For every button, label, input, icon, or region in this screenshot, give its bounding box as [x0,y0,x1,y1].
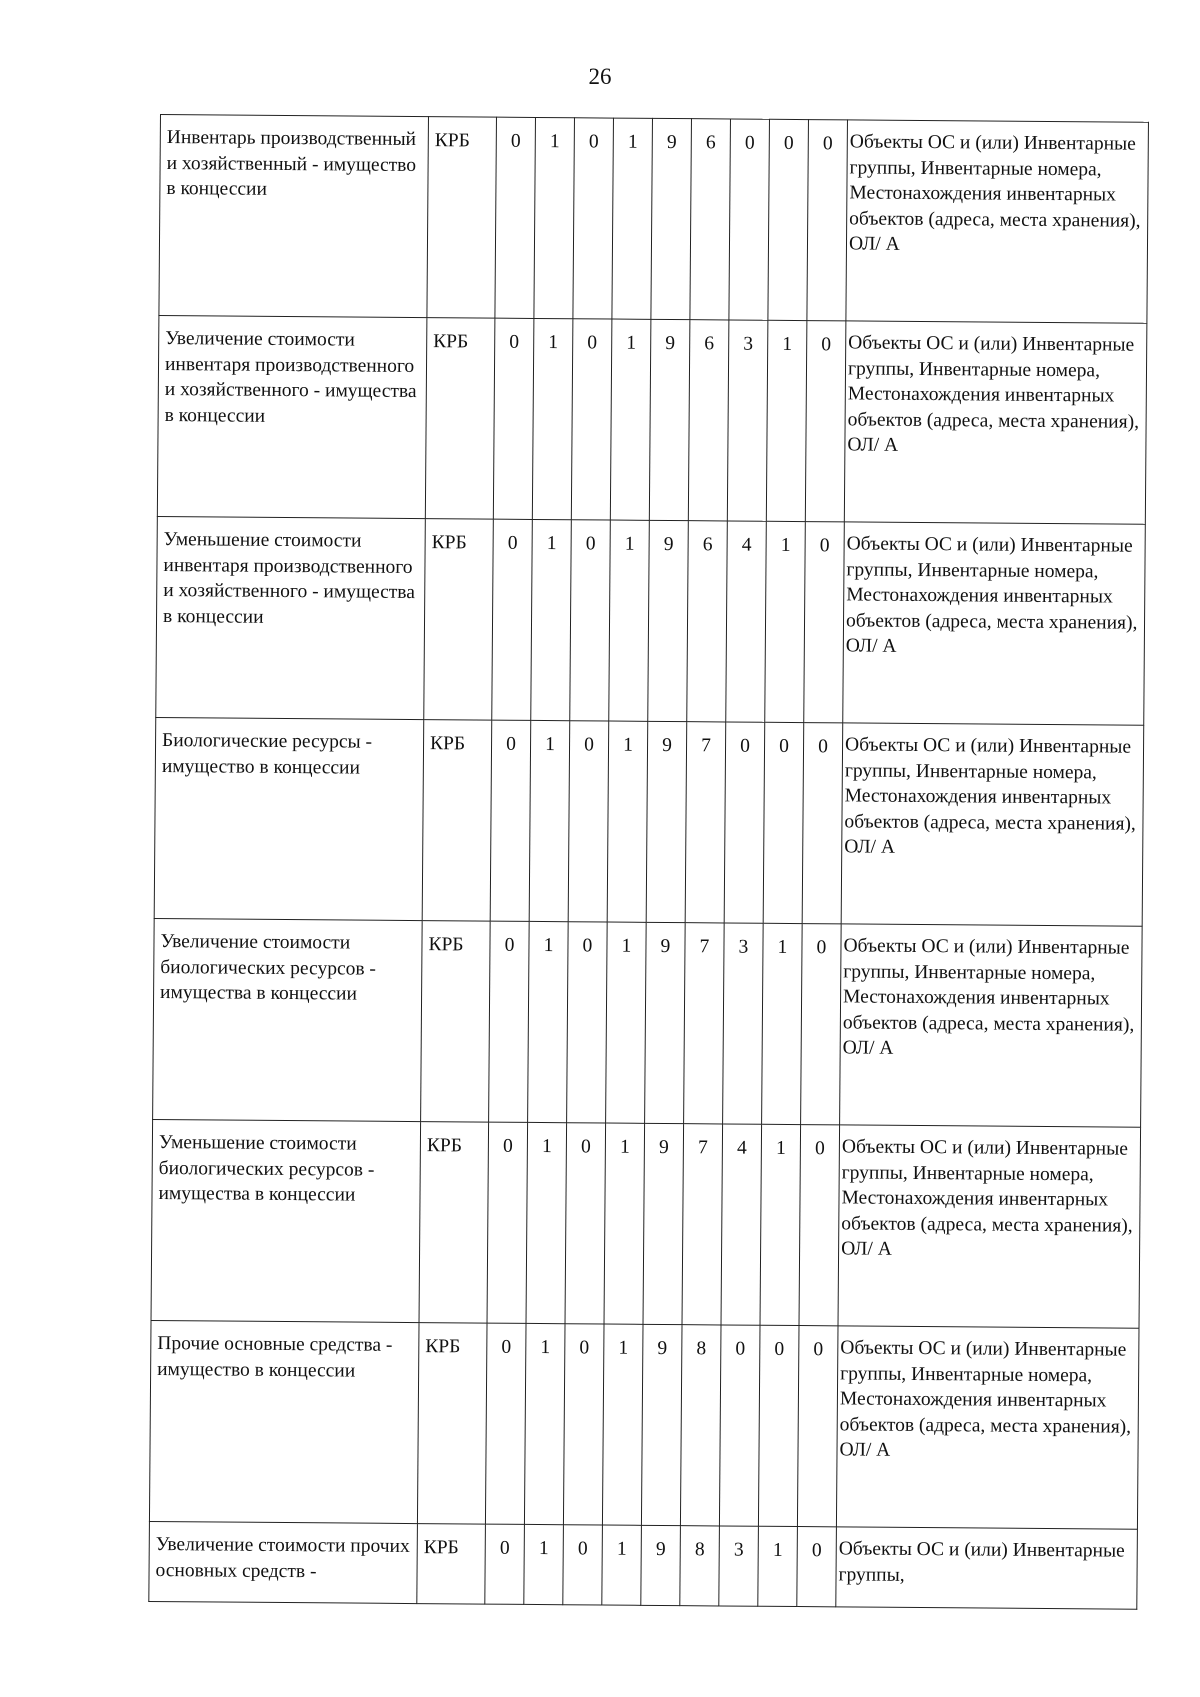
account-code-digit: 9 [646,721,687,922]
account-code-digit: 9 [645,922,686,1123]
accounts-table [148,114,1149,1610]
account-kind-cell: КРБ [417,1524,486,1605]
account-code-digit: 0 [573,118,614,319]
account-code-digit: 1 [524,1524,564,1604]
account-code-digit: 1 [529,720,570,921]
account-code-digit: 1 [532,318,573,519]
account-code-digit: 0 [492,519,533,720]
account-name-cell: Биологические ресурсы - имущество в концессии [154,717,424,920]
account-code-digit: 0 [724,722,765,923]
account-code-digit: 0 [563,1324,604,1525]
account-code-digit: 7 [685,722,726,923]
account-code-digit: 0 [565,1123,606,1324]
account-code-digit: 3 [727,320,768,521]
account-code-digit: 0 [485,1323,526,1524]
account-code-digit: 0 [768,119,809,320]
account-code-digit: 1 [528,921,569,1122]
account-code-digit: 1 [612,118,653,319]
account-code-digit: 0 [570,520,611,721]
account-code-digit: 0 [807,120,848,321]
account-code-digit: 4 [721,1124,762,1325]
account-code-digit: 0 [802,723,843,924]
account-code-digit: 0 [758,1325,799,1526]
account-code-digit: 0 [797,1527,837,1607]
account-code-digit: 0 [487,1122,528,1323]
account-code-digit: 9 [649,319,690,520]
account-code-digit: 1 [531,519,572,720]
account-code-digit: 0 [495,117,536,318]
account-code-digit: 1 [766,320,807,521]
account-code-digit: 0 [805,321,846,522]
analytics-description-cell: Объекты ОС и (или) Инвентарные группы, Инвентарные номера, Местонахождения инвентарных объектов (адреса, места хранения), ОЛ/ А [843,522,1146,725]
account-code-digit: 4 [726,521,767,722]
account-code-digit: 0 [763,722,804,923]
account-code-digit: 0 [799,1125,840,1326]
account-code-digit: 1 [526,1122,567,1323]
account-kind-cell: КРБ [417,1323,487,1525]
account-code-digit: 0 [485,1524,525,1604]
table-row [149,1521,1138,1609]
account-code-digit: 0 [801,924,842,1125]
account-code-digit: 9 [641,1324,682,1525]
account-kind-cell: КРБ [425,318,495,520]
account-code-digit: 9 [651,118,692,319]
account-code-digit: 0 [729,119,770,320]
analytics-description-cell: Объекты ОС и (или) Инвентарные группы, Инвентарные номера, Местонахождения инвентарных объектов (адреса, места хранения), ОЛ/ А [841,723,1144,926]
account-code-digit: 1 [602,1525,642,1605]
account-name-cell: Уменьшение стоимости инвентаря производственного и хозяйственного - имущества в концессии [156,516,426,719]
analytics-description-cell: Объекты ОС и (или) Инвентарные группы, [836,1527,1138,1609]
table-row [157,315,1147,524]
account-name-cell: Увеличение стоимости инвентаря производственного и хозяйственного - имущества в концессии [157,315,427,518]
account-code-digit: 6 [690,119,731,320]
account-name-cell: Увеличение стоимости биологических ресурсов - имущества в концессии [153,918,423,1121]
table-row [149,1320,1139,1529]
account-name-cell: Увеличение стоимости прочих основных средств - [149,1521,418,1603]
account-name-cell: Прочие основные средства - имущество в концессии [149,1320,419,1523]
page-number: 26 [588,64,612,89]
table-row [159,115,1149,324]
account-code-digit: 1 [604,1123,645,1324]
account-code-digit: 1 [607,721,648,922]
account-code-digit: 3 [723,923,764,1124]
analytics-description-cell: Объекты ОС и (или) Инвентарные группы, Инвентарные номера, Местонахождения инвентарных объектов (адреса, места хранения), ОЛ/ А [838,1125,1141,1328]
analytics-description-cell: Объекты ОС и (или) Инвентарные группы, Инвентарные номера, Местонахождения инвентарных объектов (адреса, места хранения), ОЛ/ А [836,1326,1139,1529]
account-code-digit: 9 [643,1123,684,1324]
account-name-cell: Инвентарь производственный и хозяйственный - имущество в концессии [159,115,429,318]
account-code-digit: 1 [524,1323,565,1524]
account-kind-cell: КРБ [422,720,492,922]
account-code-digit: 0 [797,1326,838,1527]
account-code-digit: 0 [567,922,608,1123]
account-code-digit: 0 [563,1525,603,1605]
account-code-digit: 6 [687,521,728,722]
analytics-description-cell: Объекты ОС и (или) Инвентарные группы, Инвентарные номера, Местонахождения инвентарных объектов (адреса, места хранения), ОЛ/ А [840,924,1143,1127]
table-row [156,516,1146,725]
account-code-digit: 6 [688,320,729,521]
account-code-digit: 1 [534,117,575,318]
account-kind-cell: КРБ [421,921,491,1123]
table-row [153,918,1143,1127]
account-code-digit: 0 [571,319,612,520]
account-code-digit: 0 [568,721,609,922]
account-name-cell: Уменьшение стоимости биологических ресурсов - имущества в концессии [151,1119,421,1322]
account-code-digit: 1 [609,520,650,721]
account-code-digit: 9 [648,520,689,721]
account-code-digit: 3 [719,1526,759,1606]
account-code-digit: 8 [680,1526,720,1606]
account-code-digit: 1 [762,923,803,1124]
analytics-description-cell: Объекты ОС и (или) Инвентарные группы, Инвентарные номера, Местонахождения инвентарных объектов (адреса, места хранения), ОЛ/ А [846,120,1149,323]
account-code-digit: 1 [610,319,651,520]
analytics-description-cell: Объекты ОС и (или) Инвентарные группы, Инвентарные номера, Местонахождения инвентарных объектов (адреса, места хранения), ОЛ/ А [844,321,1147,524]
account-kind-cell: КРБ [419,1122,489,1324]
table-row [154,717,1144,926]
account-code-digit: 9 [641,1525,681,1605]
account-code-digit: 1 [606,922,647,1123]
account-code-digit: 0 [489,921,530,1122]
account-code-digit: 1 [765,521,806,722]
account-code-digit: 0 [719,1325,760,1526]
account-code-digit: 0 [804,522,845,723]
account-code-digit: 7 [682,1124,723,1325]
account-code-digit: 7 [684,923,725,1124]
account-kind-cell: КРБ [424,519,494,721]
account-kind-cell: КРБ [427,117,497,319]
account-code-digit: 8 [680,1325,721,1526]
account-code-digit: 1 [760,1124,801,1325]
account-code-digit: 1 [602,1324,643,1525]
account-code-digit: 1 [758,1526,798,1606]
table-row [151,1119,1141,1328]
account-code-digit: 0 [493,318,534,519]
account-code-digit: 0 [490,720,531,921]
